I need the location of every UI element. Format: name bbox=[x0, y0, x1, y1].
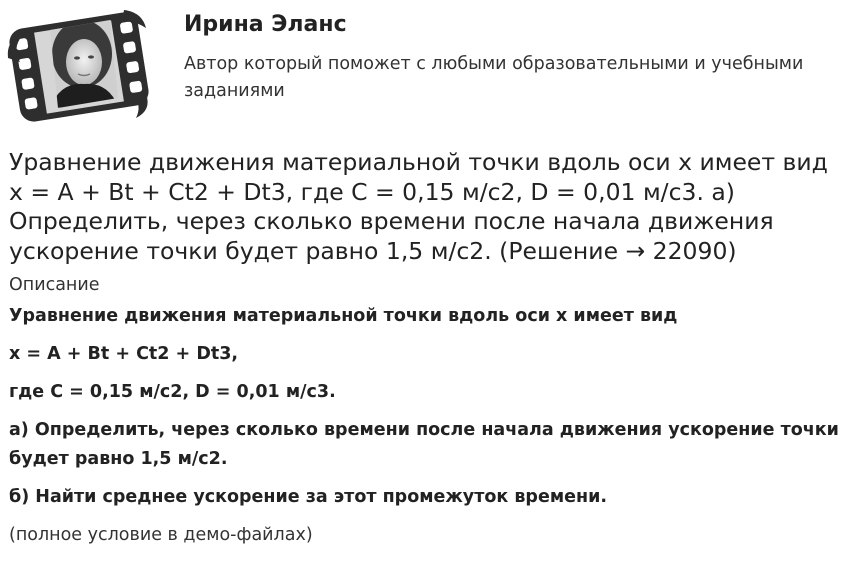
description-label: Описание bbox=[9, 275, 100, 295]
task-title: Уравнение движения материальной точки вдоль оси x имеет вид x = A + Bt + Ct2 + Dt3, где C = 0,15 м/с2, D = 0,01 м/с3. а) Определить, через сколько времени после начала движения ускорение точки будет равно 1,5 м/с2. (Решение → 22090) bbox=[9, 148, 828, 265]
author-description: Автор который поможет с любыми образовательными и учебными заданиями bbox=[184, 54, 804, 101]
film-frame-avatar-icon bbox=[6, 6, 152, 128]
author-name[interactable]: Ирина Эланс bbox=[184, 12, 347, 37]
description-line: x = A + Bt + Ct2 + Dt3, bbox=[9, 344, 239, 364]
description-line: а) Определить, через сколько времени после начала движения ускорение точки будет равно 1,5 м/с2. bbox=[9, 420, 839, 469]
description-line: Уравнение движения материальной точки вдоль оси x имеет вид bbox=[9, 306, 678, 326]
avatar[interactable] bbox=[6, 6, 152, 128]
author-block bbox=[0, 0, 847, 135]
description-line: б) Найти среднее ускорение за этот промежуток времени. bbox=[9, 487, 607, 507]
demo-files-note: (полное условие в демо-файлах) bbox=[9, 525, 313, 545]
description-body bbox=[9, 302, 844, 550]
description-line: где C = 0,15 м/с2, D = 0,01 м/с3. bbox=[9, 382, 336, 402]
